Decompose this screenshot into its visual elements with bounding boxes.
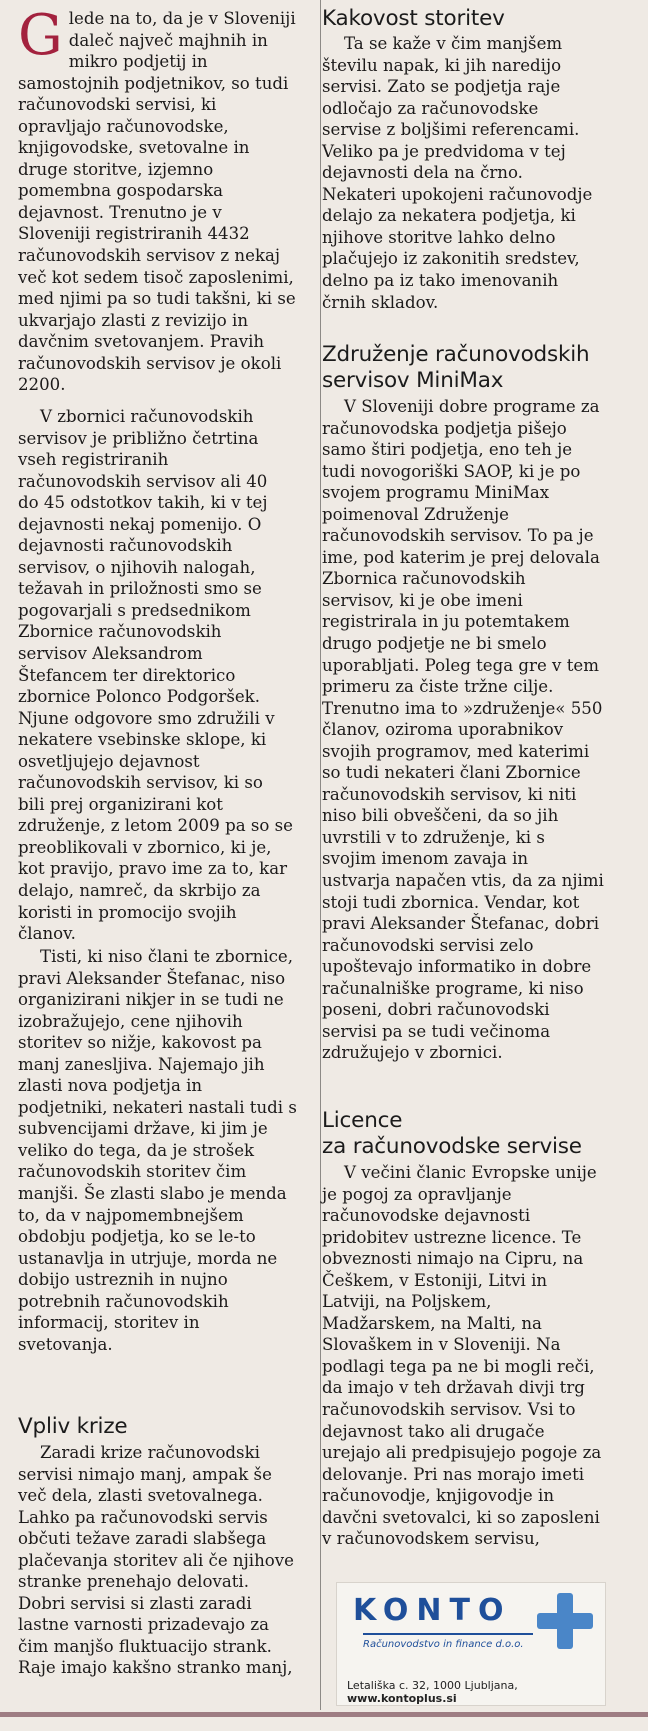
lead-text: lede na to, da je v Sloveniji daleč največ majhnih in mikro podjetij in samostojnih podjetnikov, so tudi računovodski servisi, ki opravljajo računovodske, knjigovodske, svetovalne in druge storitve, izjemno pomembna gospodarska dejavnost. Trenutno je v Sloveniji registriranih 4432 računovodskih servisov z nekaj več kot sedem tisoč zaposlenimi, med njimi pa so tudi takšni, ki se ukvarjajo zlasti z revizijo in davčnim svetovanjem. Pravih računovodskih servisov je okoli 2200. xyxy=(18,9,296,395)
paragraph-text: V Sloveniji dobre programe za računovodska podjetja pišejo samo štiri podjetja, eno teh je tudi novogoriški SAOP, ki je po svojem programu MiniMax poimenoval Združenje računovodskih servisov. To pa je ime, pod katerim je prej delovala Zbornica računovodskih servisov, ki je obe imeni registrirala in ju potemtakem drugo podjetje ne bi smelo uporabljati. Poleg tega gre v tem primeru za čiste tržne cilje. Trenutno ima to »združenje« 550 članov, oziroma uporabnikov svojih programov, med katerimi so tudi nekateri člani Zbornice računovodskih servisov, ki niti niso bili obveščeni, da so jih uvrstili v to združenje, ki s svojim imenom zavaja in ustvarja napačen vtis, da za njimi stoji tudi zbornica. Vendar, kot pravi Aleksander Štefanac, dobri računovodski servisi zelo upoštevajo informatiko in dobre računalniške programe, ki niso poseni, dobri računovodski servisi pa se tudi večinoma združujejo v zbornici. xyxy=(322,397,604,1063)
konto-address xyxy=(347,1679,605,1705)
heading-kakovost-storitev: Kakovost storitev xyxy=(322,6,505,31)
paragraph-text: Ta se kaže v čim manjšem številu napak, ki jih naredijo servisi. Zato se podjetja raje odločajo za računovodske servise z boljšimi referencami. Veliko pa je predvidoma v tej dejavnosti dela na črno. Nekateri upokojeni računovodje delajo za nekatera podjetja, ki njihove storitve lahko delno plačujejo iz zakonitih sredstev, delno pa iz tako imenovanih črnih skladov. xyxy=(322,34,593,312)
logo-underline xyxy=(363,1633,533,1635)
bottom-rule xyxy=(0,1712,648,1717)
konto-advertisement[interactable] xyxy=(336,1582,606,1706)
paragraph-text: V večini članic Evropske unije je pogoj za opravljanje računovodske dejavnosti pridobitev ustrezne licence. Te obveznosti nimajo na Cipru, na Češkem, v Estoniji, Litvi in Latviji, na Poljskem, Madžarskem, na Malti, na Slovaškem in v Sloveniji. Na podlagi tega pa ne bi mogli reči, da imajo v teh državah divji trg računovodskih servisov. Vsi to dejavnost tako ali drugače urejajo ali predpisujejo pogoje za delovanje. Pri nas morajo imeti računovodje, knjigovodje in davčni svetovalci, ki so zaposleni v računovodskem servisu, xyxy=(322,1163,602,1549)
address-text: Letališka c. 32, 1000 Ljubljana, xyxy=(347,1679,518,1692)
paragraph-nečlani xyxy=(18,946,316,1355)
konto-tagline: Računovodstvo in finance d.o.o. xyxy=(363,1639,524,1650)
plus-icon xyxy=(535,1591,595,1651)
left-column xyxy=(0,0,321,1710)
heading-vpliv-krize: Vpliv krize xyxy=(18,1414,128,1439)
heading-licence: Licence za računovodske servise xyxy=(322,1108,582,1159)
paragraph-text: Zaradi krize računovodski servisi nimajo manj, ampak še več dela, zlasti svetovalnega. Lahko pa računovodski servis občuti težave zaradi slabšega plačevanja storitev ali če njihove stranke prenehajo delovati. Dobri servisi si zlasti zaradi lastne varnosti prizadevajo za čim manjšo fluktuacijo strank. Raje imajo kakšno stranko manj, xyxy=(18,1443,294,1678)
konto-logo: KONTO xyxy=(353,1593,512,1628)
section-licence xyxy=(322,1108,622,1550)
lead-paragraph xyxy=(0,0,320,396)
paragraph-text: V zbornici računovodskih servisov je približno četrtina vseh registriranih računovodskih servisov ali 40 do 45 odstotkov takih, ki v tej dejavnosti nekaj pomenijo. O dejavnosti računovodskih servisov, o njihovih nalogah, težavah in priložnosti smo se pogovarjali s predsednikom Zbornice računovodskih servisov Aleksandrom Štefancem ter direktorico zbornice Polonco Podgoršek. Njune odgovore smo združili v nekatere vsebinske sklope, ki osvetljujejo dejavnost računovodskih servisov, ki so bili prej organizirani kot združenje, z letom 2009 pa so se preoblikovali v zbornico, ki je, kot pravijo, pravo ime za to, kar delajo, namreč, da skrbijo za koristi in promocijo svojih članov. xyxy=(18,407,293,944)
paragraph-text: Tisti, ki niso člani te zbornice, pravi Aleksander Štefanac, niso organizirani nikjer in se tudi ne izobražujejo, cene njihovih storitev so nižje, kakovost pa manj zanesljiva. Najemajo jih zlasti nova podjetja in podjetniki, nekateri nastali tudi s subvencijami države, ki jim je veliko do tega, da je strošek računovodskih storitev čim manjši. Še zlasti slabo je menda to, da v najpomembnejšem obdobju podjetja, ko se le-to ustanavlja in utrjuje, morda ne dobijo ustreznih in nujno potrebnih računovodskih informacij, storitev in svetovanja. xyxy=(18,947,297,1354)
section-zdruzenje xyxy=(322,342,622,1064)
section-kakovost xyxy=(322,6,622,313)
paragraph-zbornica xyxy=(18,406,316,945)
section-vpliv-krize xyxy=(18,1414,316,1679)
heading-zdruzenje: Združenje računovodskih servisov MiniMax xyxy=(322,342,590,393)
drop-cap: G xyxy=(18,3,63,68)
website-link[interactable]: www.kontoplus.si xyxy=(347,1692,457,1705)
